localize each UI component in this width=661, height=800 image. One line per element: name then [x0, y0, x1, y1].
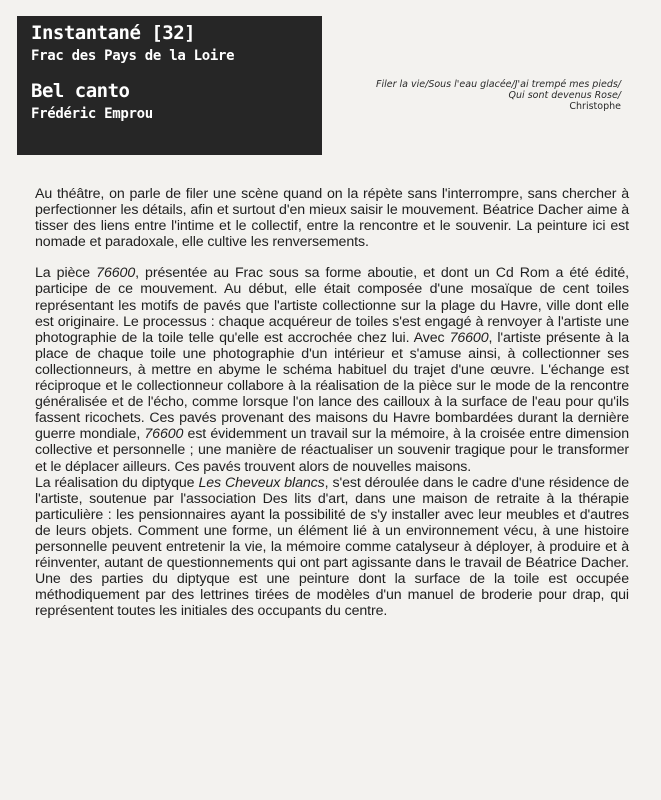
- header-spacer: [31, 68, 322, 80]
- series-title: Instantané [32]: [31, 22, 196, 44]
- work-title: Les Cheveux blancs: [198, 474, 325, 491]
- epigraph: [321, 79, 621, 112]
- paragraph-cheveux-blancs: [35, 475, 629, 620]
- text-run: La réalisation du diptyque: [35, 474, 199, 491]
- text-run: La pièce: [35, 265, 97, 282]
- work-title: 76600: [449, 329, 489, 346]
- epigraph-line: Filer la vie/Sous l'eau glacée/J'ai trempé mes pieds/: [376, 79, 621, 90]
- text-run: , s'est déroulée dans le cadre d'une résidence de l'artiste, soutenue par l'association Des lits d'art, dans une maison de retraite à la thérapie particulière : les pensionnaires ayant la possibilité de s'y installer avec leur meubles et d'autres de leurs objets. Comment une forme, un élément lié à un environnement vécu, à une histoire personnelle peuvent entretenir la vie, la mémoire comme catalyseur à déployer, à produire et à réinventer, autant de questionnements qui ont part agissante dans le travail de Béatrice Dacher. Une des parties du diptyque est une peinture dont la surface de la toile est occupée méthodiquement par des lettrines tirées de modèles d'un manuel de broderie pour drap, qui représentent toutes les initiales des occupants du centre.: [35, 474, 630, 620]
- work-title: 76600: [96, 265, 136, 282]
- article-title: Bel canto: [31, 80, 130, 102]
- epigraph-attribution: Christophe: [569, 101, 621, 112]
- article-body: [35, 186, 629, 619]
- epigraph-line: Qui sont devenus Rose/: [508, 90, 621, 101]
- work-title: 76600: [144, 426, 184, 443]
- author-name: Frédéric Emprou: [31, 106, 153, 122]
- paragraph-76600: [35, 265, 629, 474]
- header-block: [17, 16, 322, 155]
- text-run: , l'artiste présente à la place de chaque toile une photographie d'un intérieur et s'amuse ainsi, à collectionner ses collectionneurs, à mettre en abyme le schéma habituel du trajet d'une œuvre. L'échange est réciproque et le collectionneur collabore à la réalisation de la pièce sur le mode de la rencontre généralisée et de l'écho, comme lorsque l'on lance des cailloux à la surface de l'eau pour qu'ils fassent ricochets. Ces pavés provenant des maisons du Havre bombardées durant la dernière guerre mondiale,: [35, 329, 629, 443]
- paragraph-intro: Au théâtre, on parle de filer une scène quand on la répète sans l'interrompre, sans chercher à perfectionner les détails, afin et surtout d'en mieux saisir le mouvement. Béatrice Dacher aime à tisser des liens entre l'intime et le collectif, entre la rencontre et le souvenir. La peinture ici est nomade et paradoxale, elle cultive les renversements.: [35, 186, 629, 251]
- institution-name: Frac des Pays de la Loire: [31, 48, 235, 64]
- text-run: , présentée au Frac sous sa forme aboutie, et dont un Cd Rom a été édité, participe de ce mouvement. Au début, elle était composée d'une mosaïque de cent toiles représentant les motifs de pavés que l'artiste collectionne sur la plage du Havre, ville dont elle est originaire. Le processus : chaque acquéreur de toiles s'est engagé à renvoyer à l'artiste une photographie de la toile telle qu'elle est accrochée chez lui. Avec: [35, 265, 629, 346]
- text-run: est évidemment un travail sur la mémoire, à la croisée entre dimension collective et personnelle ; une manière de réactualiser un souvenir tragique pour le transformer et le déplacer ailleurs. Ces pavés trouvent alors de nouvelles maisons.: [35, 426, 629, 475]
